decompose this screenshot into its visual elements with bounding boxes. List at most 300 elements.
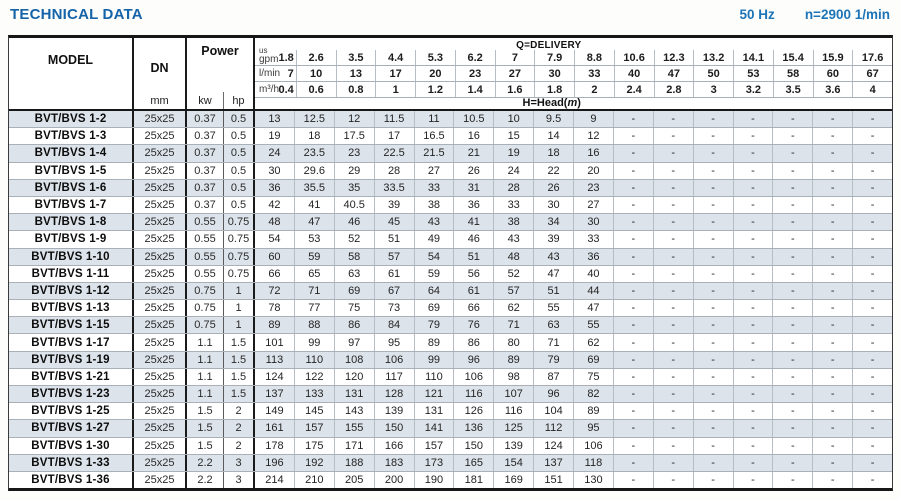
kw-cell: 0.37 [187, 163, 224, 179]
model-cell: BVT/BVS 1-21 [9, 369, 134, 385]
head-value-cell: - [654, 266, 694, 282]
head-value-cell: - [734, 420, 774, 436]
head-value-cell: 131 [335, 386, 375, 402]
head-value-cell: - [694, 145, 734, 161]
table-row [9, 438, 892, 455]
kw-cell: 1.5 [187, 420, 224, 436]
head-value-cell: - [813, 283, 853, 299]
head-value-cell: 183 [375, 455, 415, 471]
head-value-cell: - [614, 386, 654, 402]
head-value-cell: 88 [295, 317, 335, 333]
hp-cell: 1 [224, 300, 255, 316]
head-value-cell: 101 [255, 334, 295, 350]
head-value-cell: 23.5 [295, 145, 335, 161]
head-value-cell: 12 [335, 111, 375, 127]
head-value-cell: 35 [335, 180, 375, 196]
head-value-cell: - [870, 388, 875, 401]
head-value-cell: - [773, 180, 813, 196]
head-value-cell: 166 [375, 438, 415, 454]
head-values [255, 197, 892, 213]
head-value-cell: - [813, 369, 853, 385]
dn-cell: 25x25 [134, 180, 187, 196]
model-cell: BVT/BVS 1-19 [9, 352, 134, 368]
head-value-cell: 46 [335, 214, 375, 230]
head-value-cell: 54 [255, 231, 295, 247]
head-value-cell: - [813, 386, 853, 402]
delivery-value-cell: 7 [496, 50, 536, 65]
head-value-cell: 96 [454, 352, 494, 368]
head-value-cell: - [654, 386, 694, 402]
head-value-cell: - [734, 472, 774, 488]
head-value-cell: - [694, 352, 734, 368]
head-value-cell: 61 [454, 283, 494, 299]
delivery-value-cell: 1.4 [456, 82, 496, 97]
head-value-cell: 188 [335, 455, 375, 471]
head-value-cell: - [694, 266, 734, 282]
head-value-cell: - [654, 214, 694, 230]
head-value-cell: 150 [375, 420, 415, 436]
head-value-cell: 87 [534, 369, 574, 385]
head-value-cell: 40.5 [335, 197, 375, 213]
kw-cell: 2.2 [187, 472, 224, 488]
head-value-cell: 44 [574, 283, 614, 299]
head-value-cell: - [694, 197, 734, 213]
head-values [255, 317, 892, 333]
column-header-dn [134, 38, 187, 109]
head-value-cell: 110 [415, 369, 455, 385]
hp-cell: 1 [224, 283, 255, 299]
delivery-value-cell: 67 [866, 67, 879, 80]
hp-unit-label: hp [223, 92, 253, 109]
head-value-cell: 42 [255, 197, 295, 213]
head-value-cell: - [654, 317, 694, 333]
head-value-cell: 118 [574, 455, 614, 471]
head-value-cell: 38 [494, 214, 534, 230]
head-value-cell: - [773, 420, 813, 436]
head-value-cell: 133 [295, 386, 335, 402]
head-value-cell: 95 [375, 334, 415, 350]
head-value-cell: 84 [375, 317, 415, 333]
dn-cell: 25x25 [134, 266, 187, 282]
head-value-cell: - [614, 334, 654, 350]
head-value-cell: - [694, 334, 734, 350]
power-label: Power [201, 44, 239, 58]
m3h-values [255, 82, 892, 97]
kw-cell: 0.55 [187, 231, 224, 247]
dn-cell: 25x25 [134, 300, 187, 316]
head-value-cell: 71 [295, 283, 335, 299]
hp-cell: 0.5 [224, 197, 255, 213]
delivery-value-cell: 47 [655, 66, 695, 81]
head-value-cell: 15 [494, 128, 534, 144]
head-value-cell: - [654, 455, 694, 471]
head-value-cell: - [654, 438, 694, 454]
hp-cell: 2 [224, 420, 255, 436]
head-value-cell: - [734, 214, 774, 230]
head-value-cell: 28 [494, 180, 534, 196]
head-value-cell: - [734, 283, 774, 299]
head-value-cell: 210 [295, 472, 335, 488]
head-value-cell: 107 [494, 386, 534, 402]
head-value-cell: - [614, 420, 654, 436]
model-cell: BVT/BVS 1-36 [9, 472, 134, 488]
head-value-cell: 99 [295, 334, 335, 350]
head-value-cell: - [813, 145, 853, 161]
head-value-cell: - [654, 369, 694, 385]
delivery-value-cell: 6.2 [456, 50, 496, 65]
head-value-cell: - [734, 352, 774, 368]
head-value-cell: 64 [415, 283, 455, 299]
head-value-cell: 157 [295, 420, 335, 436]
head-value-cell: - [614, 472, 654, 488]
head-value-cell: - [694, 386, 734, 402]
kw-cell: 0.37 [187, 197, 224, 213]
head-value-cell: - [654, 163, 694, 179]
head-value-cell: - [734, 163, 774, 179]
head-values [255, 334, 892, 350]
head-value-cell: 36 [574, 249, 614, 265]
head-value-cell: 69 [574, 352, 614, 368]
page-title: TECHNICAL DATA [10, 6, 143, 23]
delivery-value-cell: 15.9 [814, 50, 854, 65]
head-value-cell: - [654, 231, 694, 247]
delivery-value-cell: 10 [297, 66, 337, 81]
head-value-cell: - [694, 438, 734, 454]
head-value-cell: - [694, 163, 734, 179]
table-row [9, 352, 892, 369]
dn-cell: 25x25 [134, 455, 187, 471]
head-value-cell: 12 [574, 128, 614, 144]
head-value-cell: - [694, 403, 734, 419]
head-value-cell: 175 [295, 438, 335, 454]
head-value-cell: 27 [574, 197, 614, 213]
head-value-cell: 72 [255, 283, 295, 299]
head-value-cell: 21.5 [415, 145, 455, 161]
head-value-cell: 46 [454, 231, 494, 247]
head-value-cell: 34 [534, 214, 574, 230]
head-value-cell: 23 [574, 180, 614, 196]
head-value-cell: 200 [375, 472, 415, 488]
head-value-cell: 89 [574, 403, 614, 419]
table-row [9, 334, 892, 351]
model-cell: BVT/BVS 1-7 [9, 197, 134, 213]
head-value-cell: 26 [534, 180, 574, 196]
delivery-value-cell: 2.4 [615, 82, 655, 97]
head-value-cell: - [614, 266, 654, 282]
delivery-value-cell: 7 [255, 66, 297, 81]
head-value-cell: 36 [255, 180, 295, 196]
head-value-cell: - [694, 283, 734, 299]
head-value-cell: 67 [375, 283, 415, 299]
head-value-cell: - [654, 420, 694, 436]
head-value-cell: - [734, 128, 774, 144]
head-value-cell: - [773, 438, 813, 454]
head-value-cell: 165 [454, 455, 494, 471]
head-value-cell: 53 [295, 231, 335, 247]
head-value-cell: 39 [375, 197, 415, 213]
head-value-cell: 192 [295, 455, 335, 471]
head-value-cell: - [813, 128, 853, 144]
hp-cell: 1 [224, 317, 255, 333]
head-value-cell: - [813, 197, 853, 213]
head-value-cell: - [614, 128, 654, 144]
head-value-cell: 47 [574, 300, 614, 316]
head-values [255, 163, 892, 179]
model-cell: BVT/BVS 1-4 [9, 145, 134, 161]
head-value-cell: 171 [335, 438, 375, 454]
lmin-unit-label: l/min [259, 68, 281, 79]
head-value-cell: 47 [534, 266, 574, 282]
head-value-cell: 29.6 [295, 163, 335, 179]
hp-cell: 3 [224, 472, 255, 488]
head-value-cell: - [773, 352, 813, 368]
column-header-delivery [255, 38, 892, 109]
delivery-value-cell: 60 [814, 66, 854, 81]
head-value-cell: - [870, 216, 875, 229]
delivery-value-cell: 40 [615, 66, 655, 81]
delivery-title-row [255, 38, 892, 50]
head-value-cell: 78 [255, 300, 295, 316]
head-values [255, 111, 892, 127]
delivery-value-cell: 7.9 [535, 50, 575, 65]
hp-cell: 1.5 [224, 334, 255, 350]
head-values [255, 231, 892, 247]
table-row [9, 214, 892, 231]
hp-cell: 1.5 [224, 386, 255, 402]
dn-cell: 25x25 [134, 111, 187, 127]
power-unit-row [187, 92, 253, 109]
hp-cell: 0.5 [224, 128, 255, 144]
head-value-cell: 69 [335, 283, 375, 299]
head-values [255, 472, 892, 488]
head-value-cell: - [773, 283, 813, 299]
model-cell: BVT/BVS 1-9 [9, 231, 134, 247]
head-values [255, 249, 892, 265]
head-values [255, 128, 892, 144]
head-value-cell: 125 [494, 420, 534, 436]
head-value-cell: - [813, 300, 853, 316]
head-value-cell: 16 [574, 145, 614, 161]
head-value-cell: 19 [494, 145, 534, 161]
delivery-value-cell: 2.8 [655, 82, 695, 97]
head-value-cell: - [694, 128, 734, 144]
head-value-cell: 71 [494, 317, 534, 333]
head-value-cell: - [734, 111, 774, 127]
head-value-cell: 27 [415, 163, 455, 179]
head-value-cell: 33 [574, 231, 614, 247]
kw-cell: 0.55 [187, 249, 224, 265]
kw-cell: 0.75 [187, 283, 224, 299]
head-value-cell: 77 [295, 300, 335, 316]
head-value-cell: 12.5 [295, 111, 335, 127]
head-value-cell: - [694, 214, 734, 230]
head-value-cell: - [734, 317, 774, 333]
head-value-cell: - [694, 369, 734, 385]
head-value-cell: 205 [335, 472, 375, 488]
delivery-value-cell: 0.4 [255, 82, 297, 97]
head-value-cell: 40 [574, 266, 614, 282]
head-value-cell: - [870, 336, 875, 349]
head-value-cell: 11 [415, 111, 455, 127]
head-value-cell: 181 [454, 472, 494, 488]
head-value-cell: 24 [494, 163, 534, 179]
model-cell: BVT/BVS 1-13 [9, 300, 134, 316]
head-label: H=Head(m) [522, 97, 581, 109]
head-value-cell: - [870, 439, 875, 452]
hp-cell: 0.75 [224, 231, 255, 247]
head-value-cell: - [813, 163, 853, 179]
head-value-cell: 55 [534, 300, 574, 316]
dn-unit-label: mm [150, 94, 169, 107]
delivery-value-cell: 50 [694, 66, 734, 81]
head-value-cell: - [734, 455, 774, 471]
head-value-cell: 76 [454, 317, 494, 333]
kw-cell: 1.1 [187, 386, 224, 402]
hp-cell: 2 [224, 438, 255, 454]
lmin-values [255, 66, 892, 81]
delivery-value-cell: 23 [456, 66, 496, 81]
delivery-value-cell: 17.6 [861, 51, 884, 64]
head-value-cell: 82 [574, 386, 614, 402]
head-value-cell: 52 [335, 231, 375, 247]
delivery-value-cell: 3.5 [337, 50, 377, 65]
head-value-cell: 75 [335, 300, 375, 316]
head-value-cell: 136 [454, 420, 494, 436]
head-value-cell: - [813, 403, 853, 419]
head-value-cell: 24 [255, 145, 295, 161]
kw-cell: 0.75 [187, 300, 224, 316]
head-value-cell: - [694, 180, 734, 196]
head-value-cell: 16 [454, 128, 494, 144]
head-value-cell: - [870, 199, 875, 212]
kw-cell: 1.1 [187, 369, 224, 385]
head-value-cell: 86 [454, 334, 494, 350]
head-value-cell: - [773, 231, 813, 247]
head-value-cell: 16.5 [415, 128, 455, 144]
head-value-cell: 55 [574, 317, 614, 333]
head-values [255, 145, 892, 161]
head-value-cell: 139 [494, 438, 534, 454]
head-value-cell: 49 [415, 231, 455, 247]
head-value-cell: - [614, 300, 654, 316]
head-value-cell: 48 [255, 214, 295, 230]
hp-cell: 2 [224, 403, 255, 419]
head-value-cell: - [870, 302, 875, 315]
head-value-cell: - [694, 472, 734, 488]
table-header [9, 38, 892, 111]
head-value-cell: 13 [255, 111, 295, 127]
column-header-power [187, 38, 255, 109]
dn-label: DN [150, 61, 169, 75]
gpm-values [255, 50, 892, 65]
head-value-cell: - [870, 181, 875, 194]
head-value-cell: 9.5 [534, 111, 574, 127]
head-value-cell: 41 [454, 214, 494, 230]
gpm-unit-label: us gpm [259, 46, 279, 65]
table-row [9, 163, 892, 180]
delivery-value-cell: 12.3 [655, 50, 695, 65]
dn-cell: 25x25 [134, 438, 187, 454]
head-values [255, 283, 892, 299]
head-value-cell: 60 [255, 249, 295, 265]
head-value-cell: - [813, 266, 853, 282]
head-value-cell: 19 [255, 128, 295, 144]
head-value-cell: - [734, 180, 774, 196]
head-value-cell: 106 [454, 369, 494, 385]
delivery-value-cell: 2 [575, 82, 615, 97]
kw-cell: 0.37 [187, 128, 224, 144]
head-value-cell: 57 [375, 249, 415, 265]
table-row [9, 386, 892, 403]
head-value-cell: 214 [255, 472, 295, 488]
head-value-cell: 65 [295, 266, 335, 282]
head-value-cell: - [870, 147, 875, 160]
hp-cell: 1.5 [224, 352, 255, 368]
head-value-cell: 110 [295, 352, 335, 368]
model-cell: BVT/BVS 1-27 [9, 420, 134, 436]
head-value-cell: 124 [534, 438, 574, 454]
dn-cell: 25x25 [134, 403, 187, 419]
model-cell: BVT/BVS 1-15 [9, 317, 134, 333]
head-value-cell: - [813, 249, 853, 265]
head-value-cell: 99 [415, 352, 455, 368]
head-value-cell: - [773, 128, 813, 144]
model-cell: BVT/BVS 1-11 [9, 266, 134, 282]
head-value-cell: 18 [534, 145, 574, 161]
head-value-cell: 66 [454, 300, 494, 316]
head-value-cell: - [870, 267, 875, 280]
head-value-cell: - [734, 403, 774, 419]
head-value-cell: - [870, 405, 875, 418]
head-value-cell: - [870, 164, 875, 177]
head-value-cell: 161 [255, 420, 295, 436]
head-value-cell: 155 [335, 420, 375, 436]
head-values [255, 369, 892, 385]
delivery-value-cell: 15.4 [774, 50, 814, 65]
head-label-row [255, 98, 892, 109]
head-value-cell: - [870, 113, 875, 126]
head-value-cell: 139 [375, 403, 415, 419]
technical-data-table [8, 35, 893, 491]
gpm-row [255, 46, 892, 66]
head-value-cell: 30 [534, 197, 574, 213]
head-value-cell: - [773, 145, 813, 161]
kw-cell: 0.75 [187, 317, 224, 333]
table-row [9, 180, 892, 197]
head-value-cell: - [870, 456, 875, 469]
delivery-value-cell: 1.8 [255, 50, 297, 65]
head-value-cell: - [654, 472, 694, 488]
delivery-value-cell: 1.8 [535, 82, 575, 97]
head-value-cell: 33 [415, 180, 455, 196]
model-cell: BVT/BVS 1-2 [9, 111, 134, 127]
head-value-cell: - [734, 369, 774, 385]
kw-cell: 0.37 [187, 180, 224, 196]
model-cell: BVT/BVS 1-8 [9, 214, 134, 230]
table-row [9, 128, 892, 145]
head-value-cell: 45 [375, 214, 415, 230]
dn-cell: 25x25 [134, 420, 187, 436]
head-value-cell: - [813, 472, 853, 488]
head-values [255, 455, 892, 471]
delivery-title: Q=DELIVERY [516, 40, 582, 51]
head-value-cell: - [734, 145, 774, 161]
hp-cell: 1.5 [224, 369, 255, 385]
delivery-value-cell: 2.6 [297, 50, 337, 65]
table-row [9, 111, 892, 128]
head-value-cell: 190 [415, 472, 455, 488]
head-value-cell: - [773, 163, 813, 179]
